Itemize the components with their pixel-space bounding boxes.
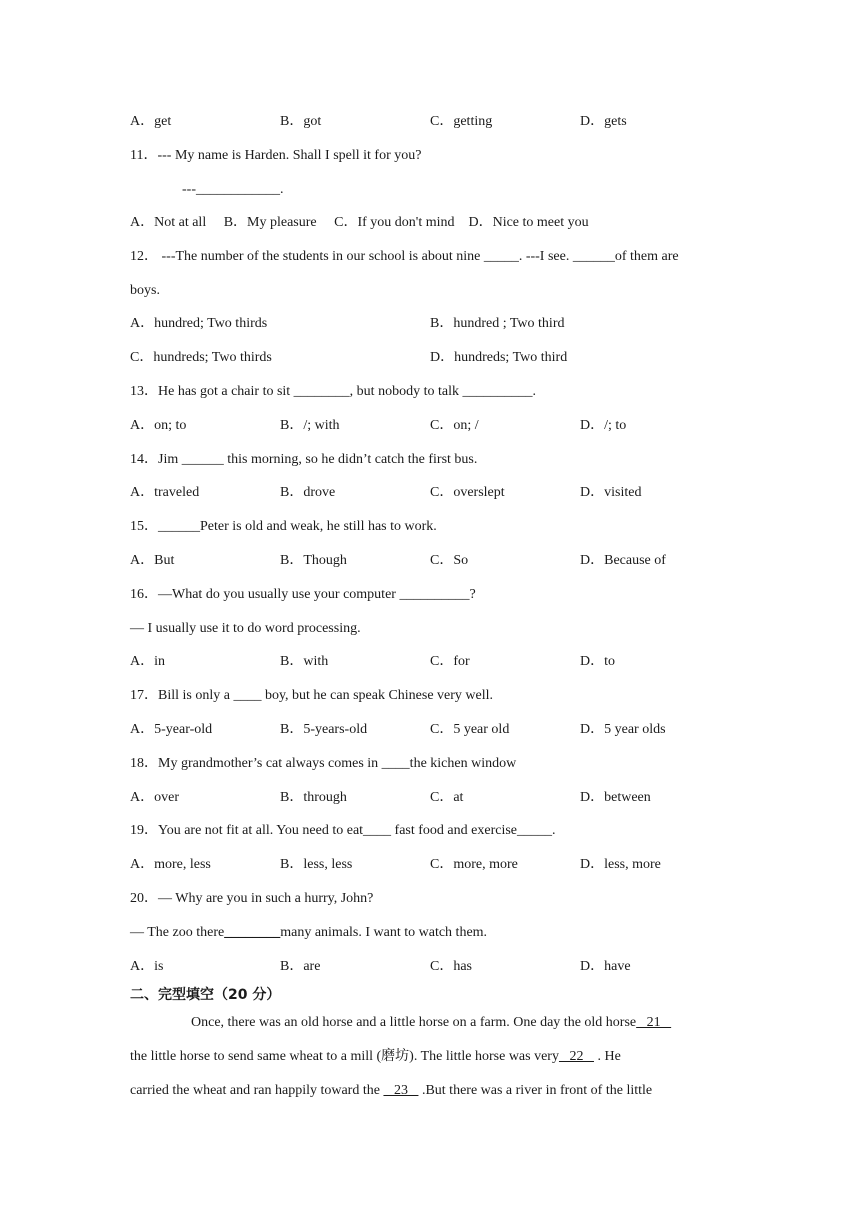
q17-option-a: A．5-year-old bbox=[130, 722, 213, 737]
q12-option-a: A．hundred; Two thirds bbox=[130, 316, 268, 331]
q16-stem: 16．—What do you usually use your computer __________? bbox=[130, 587, 476, 602]
q16-option-d: D．to bbox=[580, 654, 615, 669]
q20-option-a: A．is bbox=[130, 959, 164, 974]
q20-option-b: B．are bbox=[280, 959, 321, 974]
q18-option-c: C．at bbox=[430, 790, 464, 805]
q19-option-d: D．less, more bbox=[580, 857, 661, 872]
q14-option-c: C．overslept bbox=[430, 485, 505, 500]
q19-option-a: A．more, less bbox=[130, 857, 211, 872]
passage-line-2 bbox=[130, 1048, 621, 1066]
q13-option-c: C．on; / bbox=[430, 418, 479, 433]
q12-option-c: C．hundreds; Two thirds bbox=[130, 350, 272, 365]
passage-line-3 bbox=[130, 1082, 652, 1100]
q11-reply: ---____________. bbox=[182, 182, 284, 197]
q20-option-d: D．have bbox=[580, 959, 631, 974]
q12-option-d: D．hundreds; Two third bbox=[430, 350, 568, 365]
q19-option-c: C．more, more bbox=[430, 857, 518, 872]
q18-option-d: D．between bbox=[580, 790, 651, 805]
blank-23: 23 bbox=[383, 1083, 419, 1098]
q20-stem: 20．— Why are you in such a hurry, John? bbox=[130, 891, 374, 906]
q12-stem-cont: boys. bbox=[130, 283, 160, 298]
q16-reply: — I usually use it to do word processing. bbox=[130, 621, 361, 636]
q10-option-b: B．got bbox=[280, 114, 322, 129]
q10-option-c: C．getting bbox=[430, 114, 493, 129]
passage-text-2b: . He bbox=[593, 1049, 621, 1064]
q10-option-d: D．gets bbox=[580, 114, 627, 129]
q13-option-b: B．/; with bbox=[280, 418, 340, 433]
q14-option-a: A．traveled bbox=[130, 485, 200, 500]
q11-options: A．Not at all B．My pleasure C．If you don't mind D．Nice to meet you bbox=[130, 215, 589, 230]
q20-option-c: C．has bbox=[430, 959, 472, 974]
q11-stem: 11．--- My name is Harden. Shall I spell it for you? bbox=[130, 148, 422, 163]
q17-option-d: D．5 year olds bbox=[580, 722, 666, 737]
q20-reply-pre: — The zoo there bbox=[130, 925, 225, 940]
q19-option-b: B．less, less bbox=[280, 857, 353, 872]
blank-21: 21 bbox=[636, 1015, 672, 1030]
q14-option-d: D．visited bbox=[580, 485, 642, 500]
q16-option-b: B．with bbox=[280, 654, 329, 669]
q15-option-c: C．So bbox=[430, 553, 469, 568]
q18-option-a: A．over bbox=[130, 790, 179, 805]
q14-option-b: B．drove bbox=[280, 485, 336, 500]
q15-option-a: A．But bbox=[130, 553, 175, 568]
q16-option-a: A．in bbox=[130, 654, 165, 669]
blank-22: 22 bbox=[558, 1049, 594, 1064]
q17-stem: 17．Bill is only a ____ boy, but he can speak Chinese very well. bbox=[130, 688, 494, 703]
q13-option-a: A．on; to bbox=[130, 418, 187, 433]
q20-blank: ________ bbox=[224, 925, 281, 940]
q18-option-b: B．through bbox=[280, 790, 347, 805]
passage-text-3b: .But there was a river in front of the little bbox=[418, 1083, 653, 1098]
q17-option-c: C．5 year old bbox=[430, 722, 510, 737]
q17-option-b: B．5-years-old bbox=[280, 722, 368, 737]
q15-option-d: D．Because of bbox=[580, 553, 666, 568]
passage-line-1 bbox=[191, 1014, 671, 1032]
q14-stem: 14．Jim ______ this morning, so he didn’t catch the first bus. bbox=[130, 452, 478, 467]
q16-option-c: C．for bbox=[430, 654, 470, 669]
q20-reply-post: many animals. I want to watch them. bbox=[280, 925, 488, 940]
q15-stem: 15．______Peter is old and weak, he still has to work. bbox=[130, 519, 437, 534]
q15-option-b: B．Though bbox=[280, 553, 347, 568]
q18-stem: 18．My grandmother’s cat always comes in ____the kichen window bbox=[130, 756, 517, 771]
passage-text-3: carried the wheat and ran happily toward the bbox=[130, 1083, 384, 1098]
passage-text-1: Once, there was an old horse and a little horse on a farm. One day the old horse bbox=[191, 1015, 637, 1030]
q20-reply bbox=[130, 924, 487, 942]
q19-stem: 19．You are not fit at all. You need to eat____ fast food and exercise_____. bbox=[130, 823, 556, 838]
q10-option-a: A．get bbox=[130, 114, 172, 129]
q13-stem: 13．He has got a chair to sit ________, but nobody to talk __________. bbox=[130, 384, 536, 399]
q12-option-b: B．hundred ; Two third bbox=[430, 316, 565, 331]
q12-stem: 12． ---The number of the students in our school is about nine _____. ---I see. ______of them are bbox=[130, 249, 679, 264]
q13-option-d: D．/; to bbox=[580, 418, 627, 433]
section-heading: 二、完型填空（20 分） bbox=[130, 987, 281, 1003]
passage-text-2: the little horse to send same wheat to a mill (磨坊). The little horse was very bbox=[130, 1049, 559, 1064]
